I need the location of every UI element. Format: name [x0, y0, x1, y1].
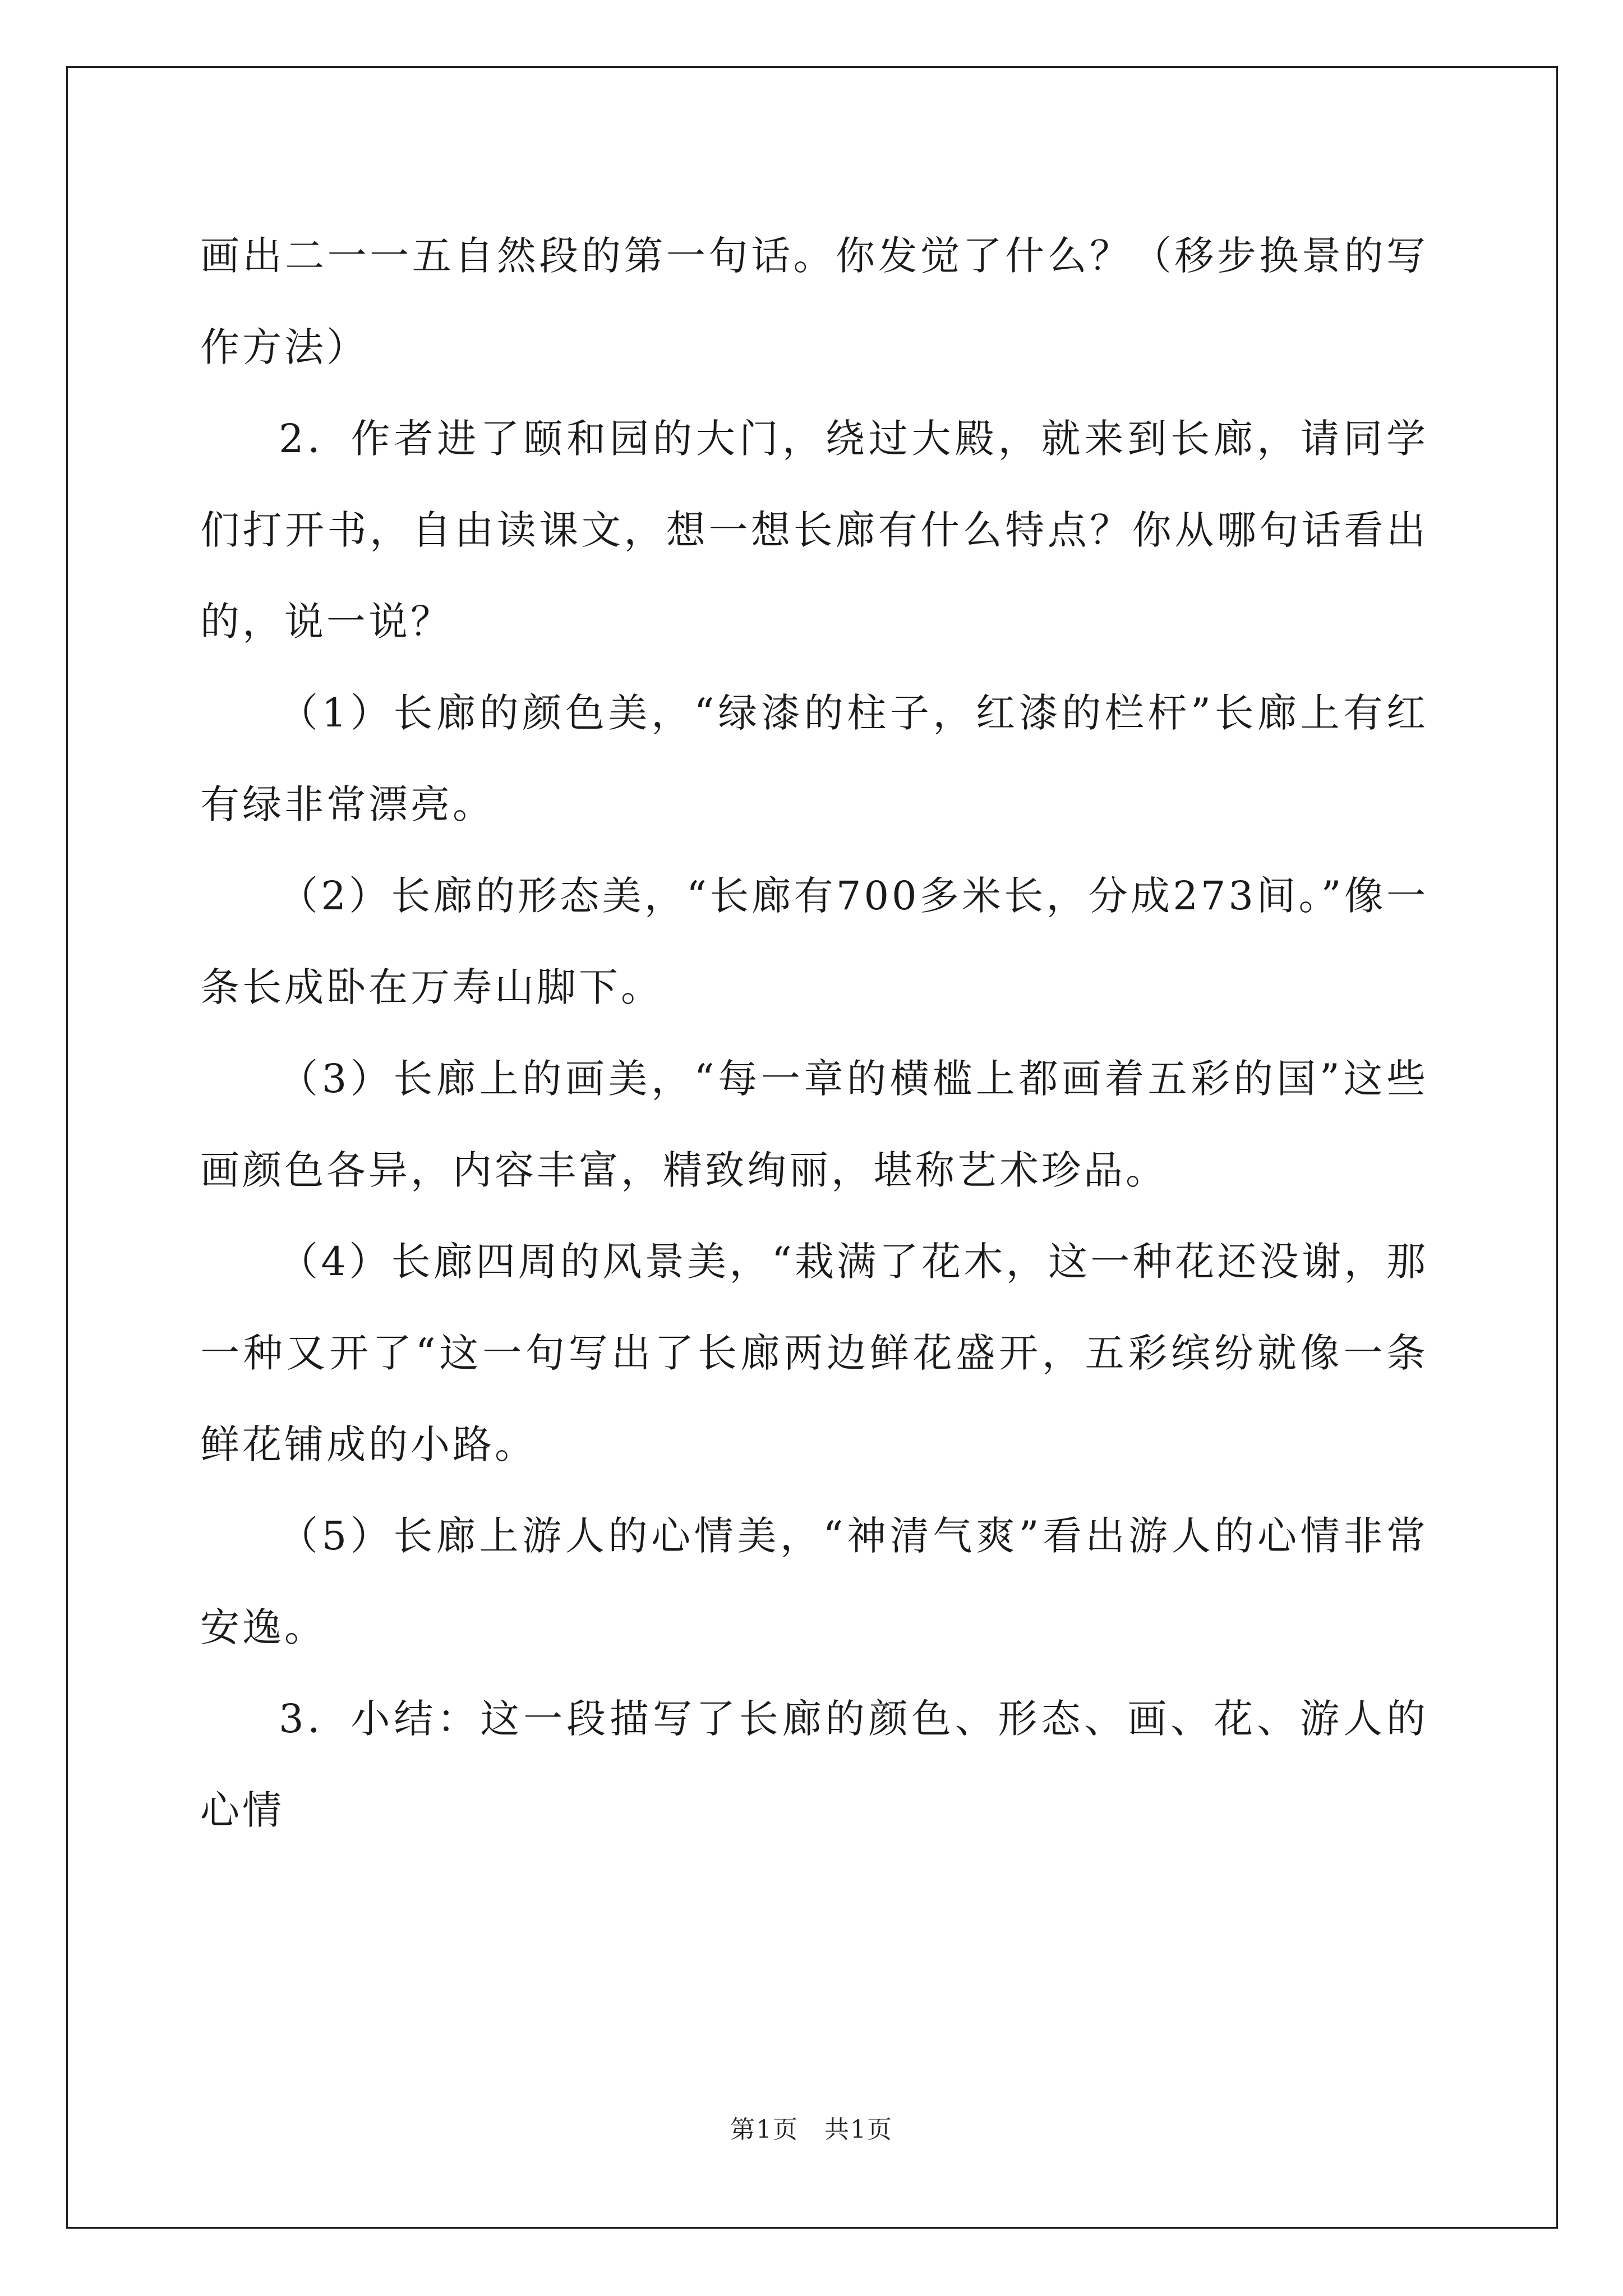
paragraph: （1）长廊的颜色美，“绿漆的柱子，红漆的栏杆”长廊上有红有绿非常漂亮。 — [200, 690, 1428, 827]
paragraph: 3．小结：这一段描写了长廊的颜色、形态、画、花、游人的心情 — [200, 1696, 1428, 1833]
paragraph: （5）长廊上游人的心情美，“神清气爽”看出游人的心情非常安逸。 — [200, 1513, 1428, 1650]
document-body — [200, 210, 1428, 1856]
paragraph: （3）长廊上的画美，“每一章的横槛上都画着五彩的国”这些画颜色各异，内容丰富，精致绚丽，堪称艺术珍品。 — [200, 1056, 1428, 1193]
paragraph: 画出二一一五自然段的第一句话。你发觉了什么？（移步换景的写作方法） — [200, 233, 1428, 370]
paragraph: （4）长廊四周的风景美，“栽满了花木，这一种花还没谢，那一种又开了“这一句写出了长廊两边鲜花盛开，五彩缤纷就像一条鲜花铺成的小路。 — [200, 1239, 1428, 1467]
paragraph: 2．作者进了颐和园的大门，绕过大殿，就来到长廊，请同学们打开书，自由读课文，想一想长廊有什么特点？你从哪句话看出的，说一说？ — [200, 416, 1428, 645]
paragraph: （2）长廊的形态美，“长廊有700多米长，分成273间。”像一条长成卧在万寿山脚下。 — [200, 873, 1428, 1010]
page-number-footer: 第1页 共1页 — [730, 2115, 893, 2144]
